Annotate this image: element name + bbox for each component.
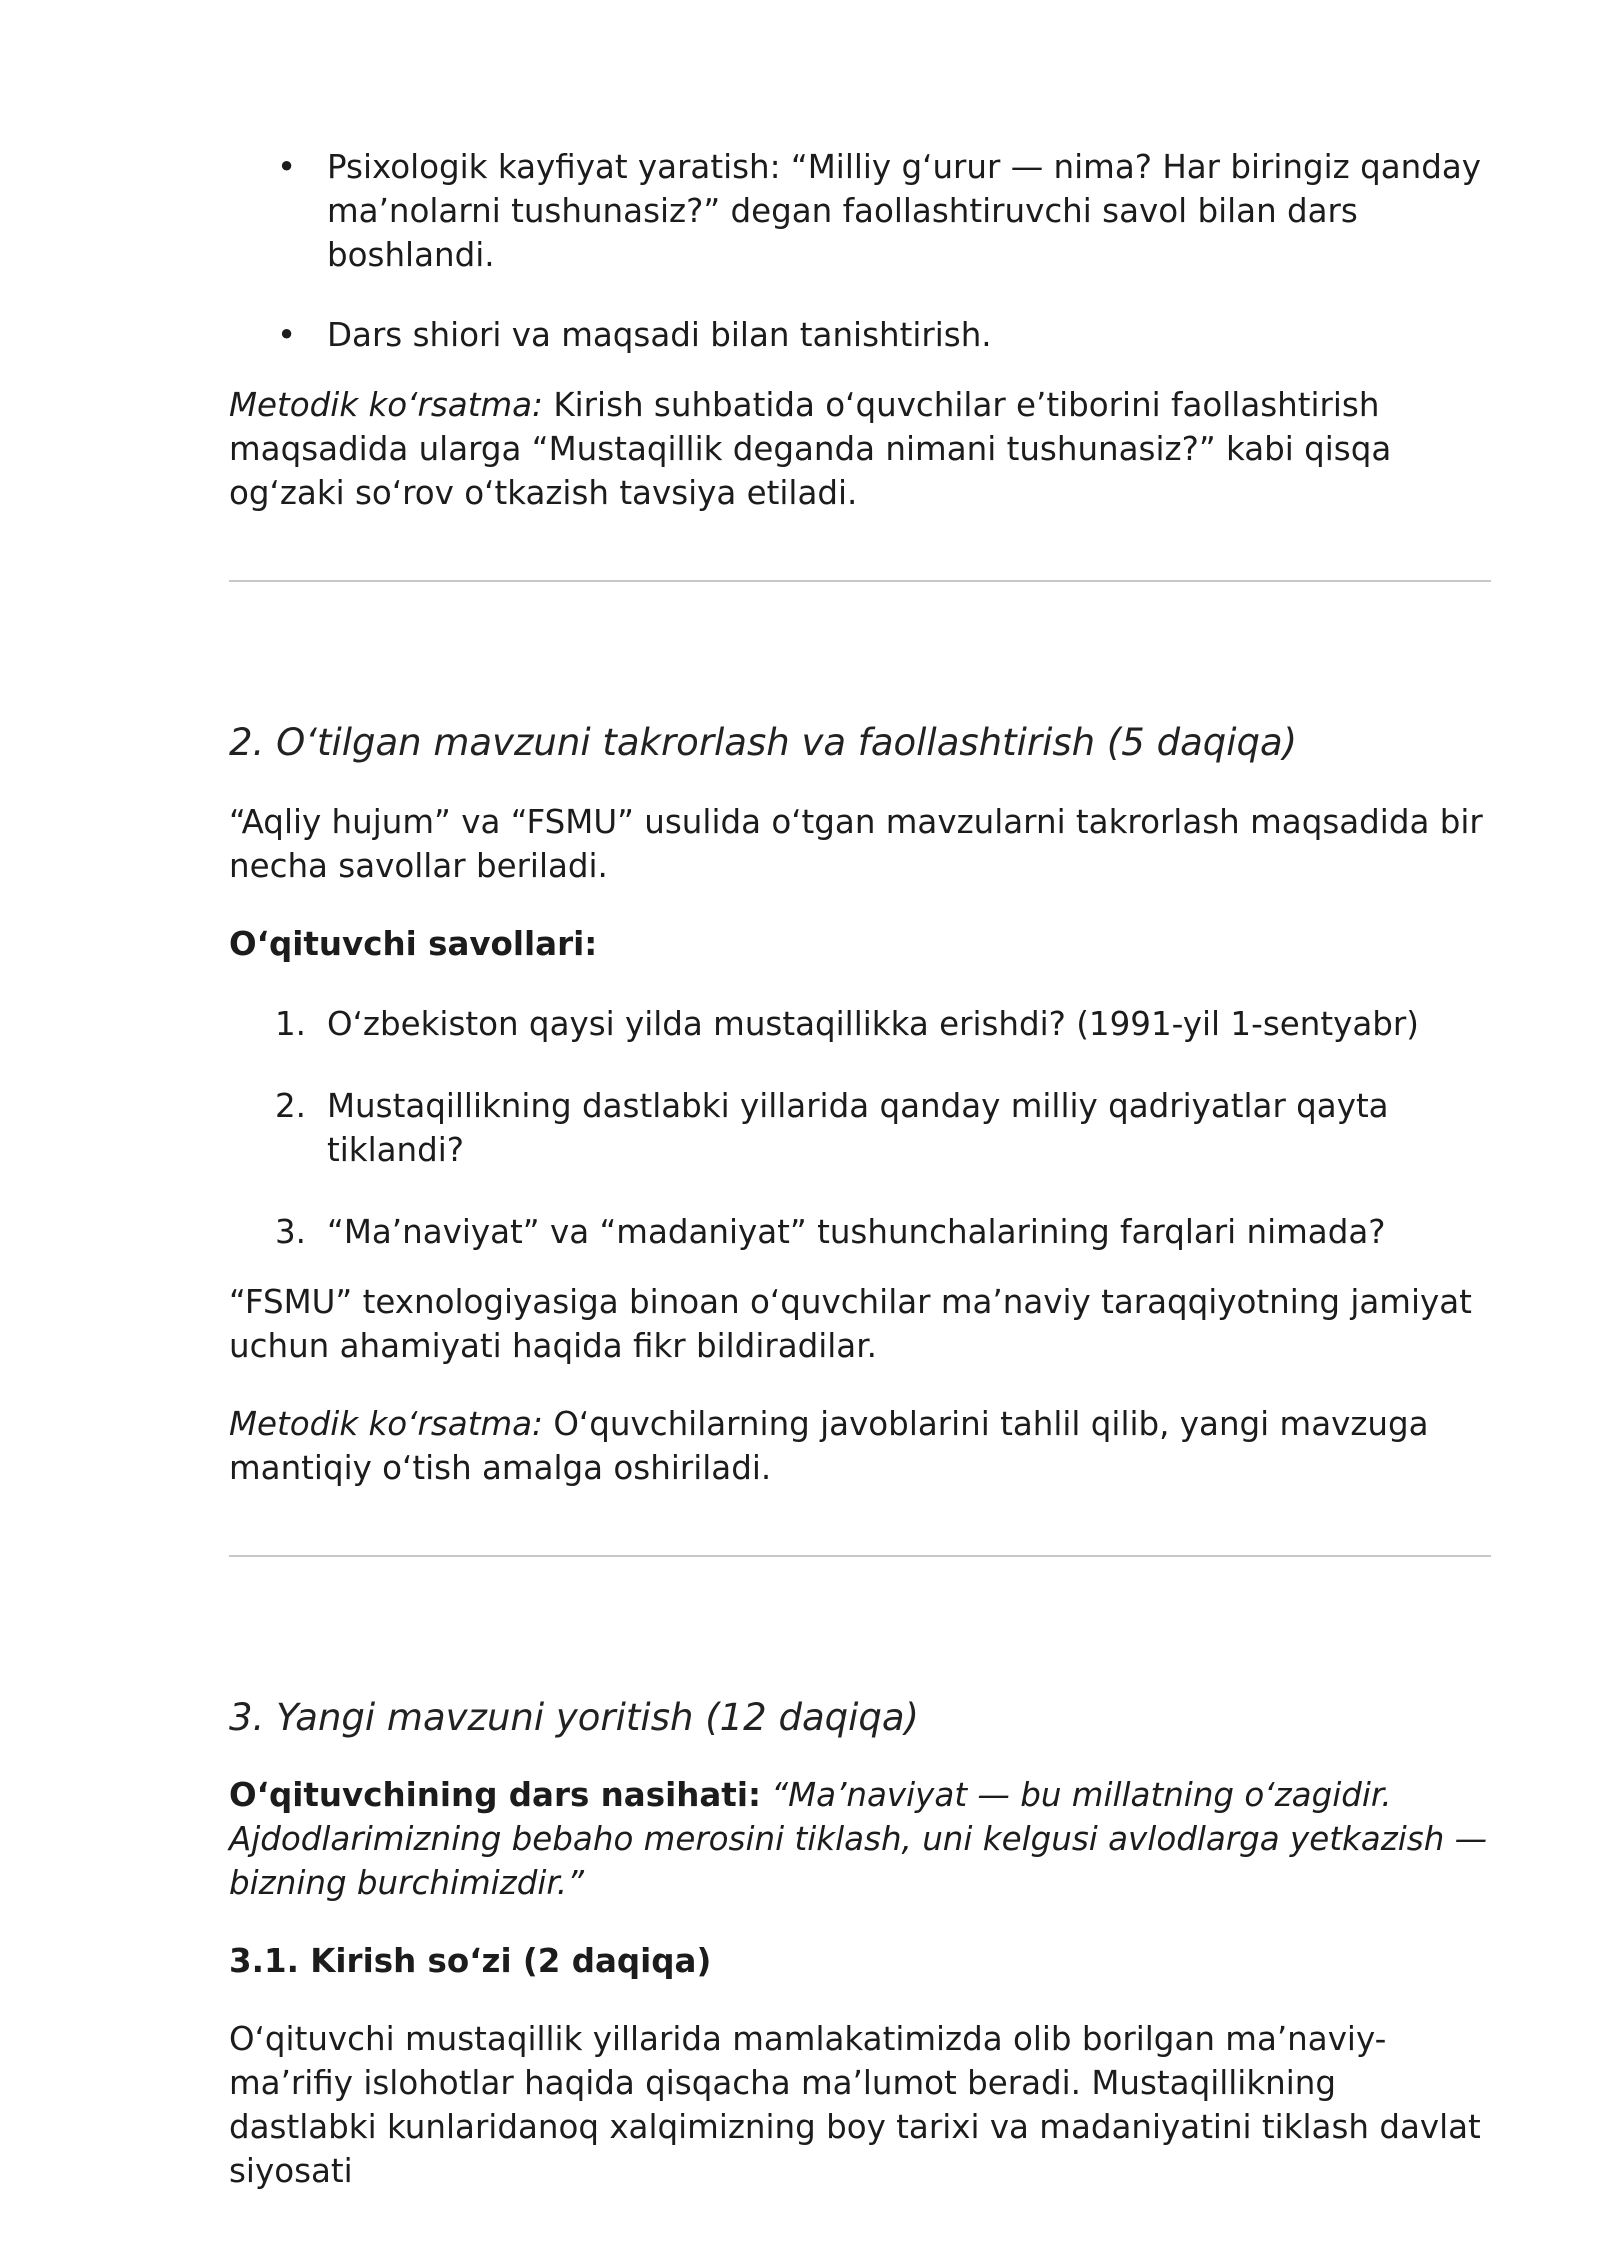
bullet-list	[229, 145, 1491, 357]
methodical-note	[229, 383, 1491, 515]
question-number: 1.	[275, 1005, 307, 1043]
bullet-dot: •	[277, 316, 297, 354]
bullet-dot: •	[277, 148, 297, 186]
fsmu-paragraph: “FSMU” texnologiyasiga binoan o‘quvchilar ma’naviy taraqqiyotning jamiyat uchun ahamiyati haqida fikr bildiradilar.	[229, 1283, 1472, 1365]
question-item	[229, 1210, 1491, 1254]
teacher-advice-quote: “Ma’naviyat — bu millatning o‘zagidir. Ajdodlarimizning bebaho merosini tiklash, uni kelgusi avlodlarga yetkazish — bizning burchimizdir.”	[229, 1776, 1488, 1902]
teacher-advice-label: O‘qituvchining dars nasihati:	[229, 1776, 761, 1814]
methodical-note-text: Kirish suhbatida o‘quvchilar e’tiborini faollashtirish maqsadida ularga “Mustaqillik deganda nimani tushunasiz?” kabi qisqa og‘zaki so‘rov o‘tkazish tavsiya etiladi.	[229, 386, 1392, 512]
document-page	[229, 145, 1491, 2193]
methodical-note-2	[229, 1402, 1491, 1490]
section-divider	[229, 580, 1491, 582]
bullet-text: Dars shiori va maqsadi bilan tanishtirish.	[327, 316, 992, 354]
subsection-3-1-title: 3.1. Kirish so‘zi (2 daqiqa)	[229, 1942, 712, 1980]
question-item	[229, 1084, 1491, 1172]
methodical-note-label: Metodik ko‘rsatma:	[229, 386, 543, 424]
bullet-text: Psixologik kayfiyat yaratish: “Milliy g‘urur — nima? Har biringiz qanday ma’nolarni tushunasiz?” degan faollashtiruvchi savol bilan dars boshlandi.	[327, 148, 1481, 274]
section-3-title: 3. Yangi mavzuni yoritish (12 daqiqa)	[229, 1696, 919, 1739]
question-number: 2.	[275, 1087, 307, 1125]
bullet-item	[229, 145, 1491, 277]
bullet-item	[229, 313, 1491, 357]
methodical-note-label: Metodik ko‘rsatma:	[229, 1405, 543, 1443]
question-text: Mustaqillikning dastlabki yillarida qanday milliy qadriyatlar qayta tiklandi?	[327, 1087, 1389, 1169]
teacher-advice	[229, 1773, 1491, 1905]
subsection-3-1-text: O‘qituvchi mustaqillik yillarida mamlakatimizda olib borilgan ma’naviy-ma’rifiy islohotlar haqida qisqacha ma’lumot beradi. Mustaqillikning dastlabki kunlaridanoq xalqimizning boy tarixi va madaniyatini tiklash davlat siyosati	[229, 2020, 1481, 2190]
section-2-intro: “Aqliy hujum” va “FSMU” usulida o‘tgan mavzularni takrorlash maqsadida bir necha savollar beriladi.	[229, 803, 1483, 885]
question-item	[229, 1002, 1491, 1046]
questions-list	[229, 1002, 1491, 1254]
question-number: 3.	[275, 1213, 307, 1251]
questions-heading: O‘qituvchi savollari:	[229, 925, 598, 963]
section-divider	[229, 1555, 1491, 1557]
question-text: O‘zbekiston qaysi yilda mustaqillikka erishdi? (1991-yil 1-sentyabr)	[327, 1005, 1419, 1043]
section-2-title: 2. O‘tilgan mavzuni takrorlash va faollashtirish (5 daqiqa)	[229, 721, 1298, 764]
question-text: “Ma’naviyat” va “madaniyat” tushunchalarining farqlari nimada?	[327, 1213, 1386, 1251]
methodical-note-text: O‘quvchilarning javoblarini tahlil qilib, yangi mavzuga mantiqiy o‘tish amalga oshiriladi.	[229, 1405, 1429, 1487]
